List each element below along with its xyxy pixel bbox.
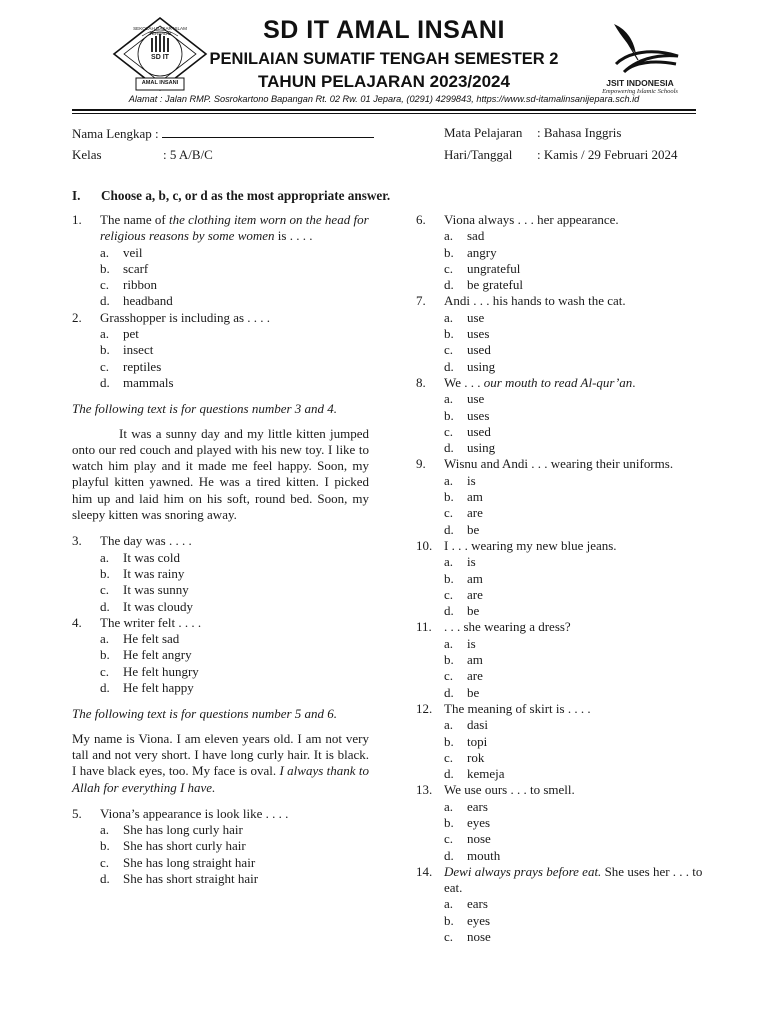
option-letter: a. xyxy=(444,798,454,814)
option-letter: a. xyxy=(444,391,454,407)
question-text: The day was . . . . xyxy=(100,533,192,549)
name-blank[interactable] xyxy=(162,125,374,138)
option-11b[interactable] xyxy=(416,652,716,668)
header-divider-thin xyxy=(72,113,696,114)
question-number: 12. xyxy=(416,700,433,716)
jsit-tagline: Empowering Islamic Schools xyxy=(602,88,678,95)
option-3c[interactable] xyxy=(72,582,369,598)
option-text: uses xyxy=(467,407,490,423)
option-letter: c. xyxy=(100,663,110,679)
subject-value: : Bahasa Inggris xyxy=(537,125,622,140)
option-text: He felt angry xyxy=(123,647,192,663)
option-letter: d. xyxy=(100,374,110,390)
option-12b[interactable] xyxy=(416,734,716,750)
option-text: scarf xyxy=(123,260,149,276)
question-text: Viona always . . . her appearance. xyxy=(444,212,619,227)
question-text-italic: our mouth to read Al-qur’an xyxy=(483,374,633,390)
reading-note-3-4: The following text is for questions number 3 and 4. xyxy=(72,401,338,417)
date-label: Hari/Tanggal xyxy=(444,147,513,162)
passage-text-italic: I always thank to Allah for everything I have. xyxy=(72,763,370,795)
option-13d[interactable] xyxy=(416,848,716,864)
option-text: is xyxy=(467,554,476,570)
option-3a[interactable] xyxy=(72,550,369,566)
option-text: be xyxy=(467,684,480,700)
question-12 xyxy=(416,701,716,717)
question-text: We use ours . . . to smell. xyxy=(444,782,575,798)
passage-text: My name is Viona. I am eleven years old. I am not very tall and not very short. I have long curly hair. It is black. I have black eyes, too. My face is oval. xyxy=(72,730,369,779)
question-number: 10. xyxy=(416,537,433,553)
option-letter: d. xyxy=(444,277,454,293)
option-letter: b. xyxy=(444,489,454,505)
question-7 xyxy=(416,293,716,309)
option-9a[interactable] xyxy=(416,473,716,489)
option-letter: d. xyxy=(100,680,110,696)
option-text: eyes xyxy=(467,814,491,830)
option-text: am xyxy=(467,570,483,586)
option-4d[interactable] xyxy=(72,680,369,696)
option-text: ears xyxy=(467,798,488,814)
class-value: : 5 A/B/C xyxy=(163,147,213,162)
jsit-name: JSIT INDONESIA xyxy=(606,78,674,88)
option-6c[interactable] xyxy=(416,261,716,277)
option-12a[interactable] xyxy=(416,717,716,733)
question-text: The meaning of skirt is . . . . xyxy=(444,700,591,716)
logo-banner-text: AMAL INSANI xyxy=(141,80,179,86)
option-7a[interactable] xyxy=(416,310,716,326)
option-text: am xyxy=(467,489,483,505)
option-letter: c. xyxy=(444,423,454,439)
exam-title: PENILAIAN SUMATIF TENGAH SEMESTER 2 xyxy=(209,50,559,68)
option-12d[interactable] xyxy=(416,766,716,782)
option-letter: a. xyxy=(100,822,110,838)
option-text: rok xyxy=(467,749,485,765)
option-letter: c. xyxy=(100,854,110,870)
option-text: topi xyxy=(467,733,488,749)
option-letter: a. xyxy=(100,549,110,565)
question-2 xyxy=(72,310,369,326)
option-10b[interactable] xyxy=(416,571,716,587)
option-1d[interactable] xyxy=(72,293,369,309)
option-11d[interactable] xyxy=(416,685,716,701)
option-14c[interactable] xyxy=(416,929,716,945)
option-letter: c. xyxy=(444,929,454,945)
option-letter: a. xyxy=(444,896,454,912)
date-value: : Kamis / 29 Februari 2024 xyxy=(537,147,678,162)
reading-passage-viona xyxy=(72,731,369,796)
option-1a[interactable] xyxy=(72,245,369,261)
section-instruction: Choose a, b, c, or d as the most appropriate answer. xyxy=(101,188,391,203)
option-text: used xyxy=(467,423,491,439)
option-8b[interactable] xyxy=(416,408,716,424)
option-text: mouth xyxy=(467,847,501,863)
option-text: It was rainy xyxy=(123,565,185,581)
option-letter: b. xyxy=(444,570,454,586)
option-14a[interactable] xyxy=(416,896,716,912)
option-letter: d. xyxy=(444,358,454,374)
option-text: be grateful xyxy=(467,277,523,293)
option-5b[interactable] xyxy=(72,838,369,854)
reading-note-5-6: The following text is for questions number 5 and 6. xyxy=(72,706,338,722)
option-letter: a. xyxy=(444,228,454,244)
option-letter: d. xyxy=(444,603,454,619)
option-4a[interactable] xyxy=(72,631,369,647)
option-9b[interactable] xyxy=(416,489,716,505)
option-text: are xyxy=(467,505,483,521)
option-letter: c. xyxy=(100,277,110,293)
question-number: 3. xyxy=(72,533,82,549)
option-letter: d. xyxy=(444,521,454,537)
school-address: Alamat : Jalan RMP. Sosrokartono Bapangan Rt. 02 Rw. 01 Jepara, (0291) 4299843, https://www.sd-itamalinsanijepara.sch.id xyxy=(128,94,640,104)
question-text: Wisnu and Andi . . . wearing their uniforms. xyxy=(444,456,674,472)
option-text: sad xyxy=(467,228,485,244)
option-9c[interactable] xyxy=(416,505,716,521)
question-3 xyxy=(72,533,369,549)
option-text: dasi xyxy=(467,717,488,733)
name-label: Nama Lengkap : xyxy=(72,126,159,141)
option-text: reptiles xyxy=(123,358,162,374)
option-letter: d. xyxy=(444,847,454,863)
option-text: She has short curly hair xyxy=(123,838,246,854)
option-2c[interactable] xyxy=(72,359,369,375)
option-text: ears xyxy=(467,896,488,912)
option-letter: c. xyxy=(444,668,454,684)
option-text: am xyxy=(467,652,483,668)
right-column xyxy=(416,212,716,945)
option-text: She has long curly hair xyxy=(123,822,243,838)
option-letter: d. xyxy=(100,598,110,614)
option-letter: d. xyxy=(444,440,454,456)
option-text: insect xyxy=(123,342,154,358)
option-text: She has short straight hair xyxy=(123,870,259,886)
option-letter: c. xyxy=(444,505,454,521)
question-text: We . . . xyxy=(444,374,484,390)
option-text: He felt sad xyxy=(123,631,180,647)
question-text-end: is . . . . xyxy=(274,228,313,244)
option-6b[interactable] xyxy=(416,245,716,261)
option-letter: c. xyxy=(444,586,454,602)
option-13a[interactable] xyxy=(416,799,716,815)
option-text: is xyxy=(467,472,476,488)
option-letter: a. xyxy=(444,635,454,651)
question-text-end: . xyxy=(632,374,636,390)
option-6a[interactable] xyxy=(416,228,716,244)
left-column xyxy=(72,212,369,887)
option-letter: d. xyxy=(444,684,454,700)
option-letter: b. xyxy=(444,244,454,260)
option-text: is xyxy=(467,635,476,651)
header-divider xyxy=(72,109,696,111)
option-text: nose xyxy=(467,929,491,945)
question-13 xyxy=(416,782,716,798)
option-8d[interactable] xyxy=(416,440,716,456)
option-letter: c. xyxy=(100,358,110,374)
question-text: I . . . wearing my new blue jeans. xyxy=(444,537,617,553)
option-text: ungrateful xyxy=(467,260,521,276)
option-5c[interactable] xyxy=(72,855,369,871)
question-text: The name of xyxy=(100,212,169,227)
option-13c[interactable] xyxy=(416,831,716,847)
option-text: using xyxy=(467,358,496,374)
question-number: 1. xyxy=(72,212,82,227)
question-8 xyxy=(416,375,716,391)
question-text: Viona’s appearance is look like . . . . xyxy=(100,805,289,821)
option-letter: b. xyxy=(100,647,110,663)
option-text: He felt happy xyxy=(123,680,194,696)
option-3b[interactable] xyxy=(72,566,369,582)
question-number: 13. xyxy=(416,782,433,798)
option-4b[interactable] xyxy=(72,647,369,663)
option-text: uses xyxy=(467,326,490,342)
option-letter: a. xyxy=(100,631,110,647)
option-text: She has long straight hair xyxy=(123,854,256,870)
option-text: be xyxy=(467,603,480,619)
question-text: Andi . . . his hands to wash the cat. xyxy=(444,293,626,309)
option-text: It was cloudy xyxy=(123,598,194,614)
option-3d[interactable] xyxy=(72,599,369,615)
question-number: 2. xyxy=(72,309,82,325)
option-text: be xyxy=(467,521,480,537)
option-letter: c. xyxy=(100,582,110,598)
option-8c[interactable] xyxy=(416,424,716,440)
question-number: 5. xyxy=(72,805,82,821)
option-text: pet xyxy=(123,326,139,342)
option-letter: b. xyxy=(444,407,454,423)
option-letter: b. xyxy=(444,326,454,342)
question-9 xyxy=(416,456,684,472)
reading-passage-kitten: It was a sunny day and my little kitten jumped onto our red couch and played with his new toy. I like to watch him play and it made me feel happy. Soon, my playful kitten yawned. He was a tired kitten. I picked him up and laid him on his soft, round bed. Soon, my sleepy kitten was snoring away. xyxy=(72,425,369,523)
question-number: 6. xyxy=(416,212,426,227)
question-11 xyxy=(416,619,716,635)
option-letter: c. xyxy=(444,831,454,847)
option-5d[interactable] xyxy=(72,871,369,887)
option-2b[interactable] xyxy=(72,342,369,358)
name-field xyxy=(72,125,374,142)
option-letter: a. xyxy=(100,326,110,342)
option-letter: a. xyxy=(444,472,454,488)
question-text: . . . she wearing a dress? xyxy=(444,619,571,635)
option-text: use xyxy=(467,391,485,407)
option-text: angry xyxy=(467,244,497,260)
option-letter: c. xyxy=(444,342,454,358)
option-10c[interactable] xyxy=(416,587,716,603)
option-9d[interactable] xyxy=(416,522,716,538)
option-text: He felt hungry xyxy=(123,663,199,679)
option-text: eyes xyxy=(467,912,491,928)
question-14 xyxy=(416,864,716,897)
option-text: used xyxy=(467,342,491,358)
question-number: 14. xyxy=(416,863,433,879)
question-text: Grasshopper is including as . . . . xyxy=(100,309,271,325)
option-letter: b. xyxy=(100,260,110,276)
option-10d[interactable] xyxy=(416,603,716,619)
class-label: Kelas xyxy=(72,147,102,162)
logo-arc-text: SEKOLAH DASAR ISLAM TERPADU xyxy=(133,26,187,36)
option-7d[interactable] xyxy=(416,359,716,375)
option-text: It was sunny xyxy=(123,582,189,598)
section-number: I. xyxy=(72,188,81,203)
option-text: use xyxy=(467,309,485,325)
option-2d[interactable] xyxy=(72,375,369,391)
option-text: It was cold xyxy=(123,549,181,565)
option-letter: b. xyxy=(100,342,110,358)
subject-label: Mata Pelajaran xyxy=(444,125,523,140)
option-2a[interactable] xyxy=(72,326,369,342)
academic-year: TAHUN PELAJARAN 2023/2024 xyxy=(258,72,510,91)
question-1 xyxy=(72,212,369,245)
option-12c[interactable] xyxy=(416,750,716,766)
option-text: nose xyxy=(467,831,491,847)
option-text: using xyxy=(467,440,496,456)
option-1c[interactable] xyxy=(72,277,369,293)
option-letter: b. xyxy=(444,733,454,749)
option-5a[interactable] xyxy=(72,822,369,838)
option-letter: c. xyxy=(444,749,454,765)
option-letter: c. xyxy=(444,260,454,276)
option-letter: a. xyxy=(444,717,454,733)
option-7b[interactable] xyxy=(416,326,716,342)
logo-inner-text: SD IT xyxy=(151,54,169,61)
option-text: are xyxy=(467,668,483,684)
option-7c[interactable] xyxy=(416,342,716,358)
option-text: kemeja xyxy=(467,766,505,782)
option-10a[interactable] xyxy=(416,554,716,570)
option-letter: a. xyxy=(444,309,454,325)
option-text: ribbon xyxy=(123,277,157,293)
option-11c[interactable] xyxy=(416,668,716,684)
option-4c[interactable] xyxy=(72,664,369,680)
option-text: headband xyxy=(123,293,173,309)
option-1b[interactable] xyxy=(72,261,369,277)
question-10 xyxy=(416,538,716,554)
option-letter: d. xyxy=(100,870,110,886)
school-name: SD IT AMAL INSANI xyxy=(263,16,505,44)
question-text-italic: the clothing item worn on the head for religious reasons by some women xyxy=(100,212,369,244)
option-letter: b. xyxy=(100,838,110,854)
question-number: 7. xyxy=(416,293,426,309)
option-letter: a. xyxy=(444,554,454,570)
question-number: 9. xyxy=(416,456,426,472)
question-6 xyxy=(416,212,716,228)
option-letter: a. xyxy=(100,244,110,260)
question-number: 11. xyxy=(416,619,432,635)
question-number: 8. xyxy=(416,374,426,390)
option-letter: b. xyxy=(444,912,454,928)
option-letter: b. xyxy=(100,565,110,581)
option-14b[interactable] xyxy=(416,913,716,929)
question-number: 4. xyxy=(72,614,82,630)
option-letter: d. xyxy=(100,293,110,309)
option-8a[interactable] xyxy=(416,391,716,407)
question-text: The writer felt . . . . xyxy=(100,614,202,630)
question-4 xyxy=(72,615,369,631)
option-6d[interactable] xyxy=(416,277,716,293)
option-letter: b. xyxy=(444,814,454,830)
option-text: mammals xyxy=(123,374,174,390)
option-text: are xyxy=(467,586,483,602)
option-letter: b. xyxy=(444,652,454,668)
option-letter: d. xyxy=(444,766,454,782)
option-13b[interactable] xyxy=(416,815,716,831)
question-5 xyxy=(72,806,369,822)
option-text: veil xyxy=(123,244,143,260)
option-11a[interactable] xyxy=(416,636,716,652)
question-text: She uses her . . . to eat. xyxy=(444,863,703,896)
question-text-italic: Dewi always prays before eat. xyxy=(444,863,602,879)
